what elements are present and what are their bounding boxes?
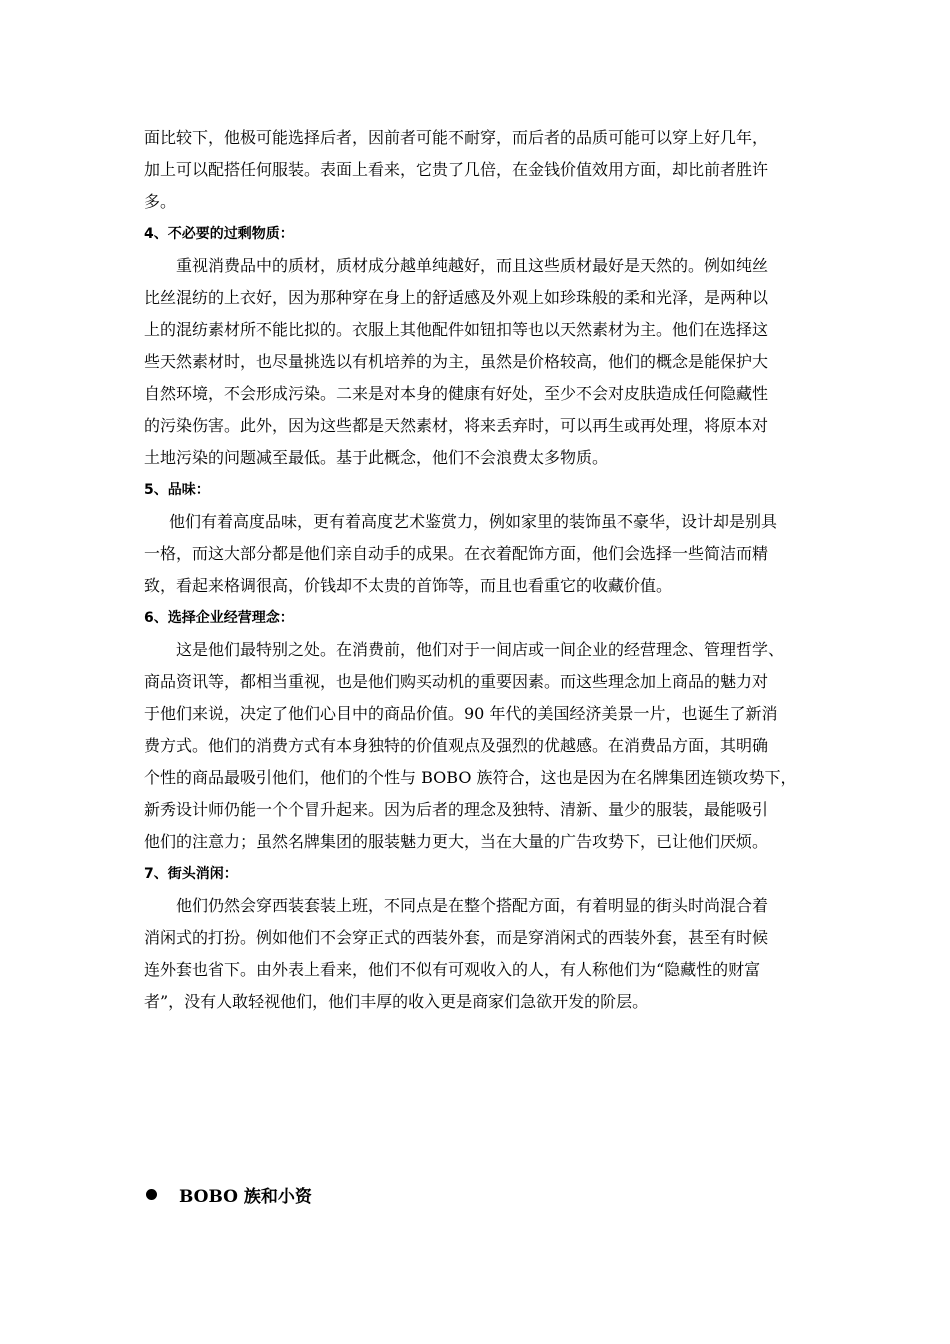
paragraph-line: 加上可以配搭任何服装。表面上看来，它贵了几倍，在金钱价值效用方面，却比前者胜许 <box>144 160 769 179</box>
section-heading: 7、街头消闲： <box>144 866 238 882</box>
paragraph-line: 多。 <box>144 192 177 211</box>
paragraph-line: 消闲式的打扮。例如他们不会穿正式的西装外套，而是穿消闲式的西装外套，甚至有时候 <box>144 928 769 947</box>
paragraph-line: 些天然素材时，也尽量挑选以有机培养的为主，虽然是价格较高，他们的概念是能保护大 <box>144 352 769 371</box>
paragraph-line: 一格，而这大部分都是他们亲自动手的成果。在衣着配饰方面，他们会选择一些简洁而精 <box>144 544 769 563</box>
section-heading: 5、品味： <box>144 482 210 498</box>
bullet-dot-icon <box>146 1189 157 1200</box>
paragraph-line: 于他们来说，决定了他们心目中的商品价值。90 年代的美国经济美景一片，也诞生了新消 <box>144 704 778 723</box>
paragraph-line: 费方式。他们的消费方式有本身独特的价值观点及强烈的优越感。在消费品方面，其明确 <box>144 736 769 755</box>
paragraph-line: 比丝混纺的上衣好，因为那种穿在身上的舒适感及外观上如珍珠般的柔和光泽，是两种以 <box>144 288 769 307</box>
paragraph-line: 个性的商品最吸引他们，他们的个性与 BOBO 族符合，这也是因为在名牌集团连锁攻势下， <box>144 768 797 787</box>
paragraph-line: 者”，没有人敢轻视他们，他们丰厚的收入更是商家们急欲开发的阶层。 <box>144 992 649 1011</box>
document-body <box>144 122 812 1018</box>
paragraph-line: 他们仍然会穿西装套装上班，不同点是在整个搭配方面，有着明显的街头时尚混合着 <box>176 896 769 915</box>
paragraph-line: 连外套也省下。由外表上看来，他们不似有可观收入的人，有人称他们为“隐藏性的财富 <box>144 960 761 979</box>
paragraph-line: 致，看起来格调很高，价钱却不太贵的首饰等，而且也看重它的收藏价值。 <box>144 576 673 595</box>
paragraph-line: 上的混纺素材所不能比拟的。衣服上其他配件如钮扣等也以天然素材为主。他们在选择这 <box>144 320 769 339</box>
bullet-heading-text: BOBO 族和小资 <box>179 1186 312 1207</box>
paragraph-line: 的污染伤害。此外，因为这些都是天然素材，将来丢弃时，可以再生或再处理，将原本对 <box>144 416 769 435</box>
paragraph-line: 土地污染的问题减至最低。基于此概念，他们不会浪费太多物质。 <box>144 448 609 467</box>
paragraph-line: 这是他们最特别之处。在消费前，他们对于一间店或一间企业的经营理念、管理哲学、 <box>176 640 785 659</box>
paragraph-line: 他们有着高度品味，更有着高度艺术鉴赏力，例如家里的装饰虽不豪华，设计却是别具 <box>169 512 778 531</box>
paragraph-line: 新秀设计师仍能一个个冒升起来。因为后者的理念及独特、清新、量少的服装，最能吸引 <box>144 800 769 819</box>
section-heading: 6、选择企业经营理念： <box>144 610 294 626</box>
paragraph-line: 商品资讯等，都相当重视，也是他们购买动机的重要因素。而这些理念加上商品的魅力对 <box>144 672 769 691</box>
paragraph-line: 他们的注意力；虽然名牌集团的服装魅力更大，当在大量的广告攻势下，已让他们厌烦。 <box>144 832 769 851</box>
paragraph-line: 自然环境，不会形成污染。二来是对本身的健康有好处，至少不会对皮肤造成任何隐藏性 <box>144 384 769 403</box>
paragraph-line: 面比较下，他极可能选择后者，因前者可能不耐穿，而后者的品质可能可以穿上好几年， <box>144 128 769 147</box>
paragraph-line: 重视消费品中的质材，质材成分越单纯越好，而且这些质材最好是天然的。例如纯丝 <box>176 256 769 275</box>
bullet-heading <box>144 1178 312 1210</box>
section-heading: 4、不必要的过剩物质： <box>144 226 294 242</box>
